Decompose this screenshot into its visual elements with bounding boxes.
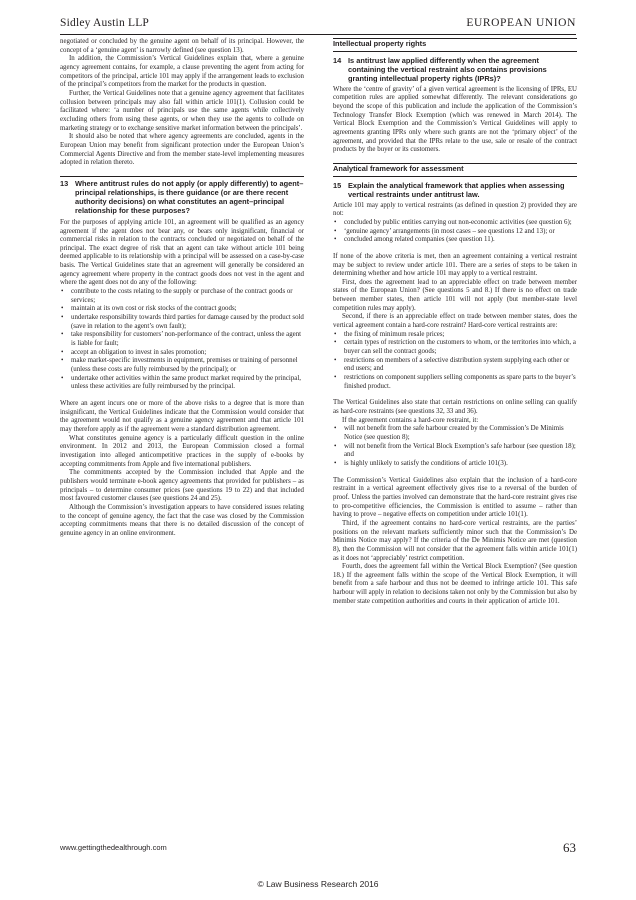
- right-column: [333, 38, 577, 606]
- list-item: • will not benefit from the Vertical Block Exemption’s safe harbour (see question 18); and: [333, 443, 577, 460]
- header-rule: [60, 34, 576, 35]
- paragraph: The commitments accepted by the Commission included that Apple and the publishers would terminate e-book agency agreements that provided for publishers – as principals – to determine consumer prices (see questions 19 to 22) and that included most favoured customer clauses (see questions 24 and 25).: [60, 469, 304, 503]
- list-item: • maintain at its own cost or risk stocks of the contract goods;: [60, 305, 304, 314]
- paragraph: Further, the Vertical Guidelines note that a genuine agency agreement that facilitates collusion between principals may also fall within article 101(1). Collusion could be facilitated where: ‘a number of principals use the same agents while collectively excluding others from using these agents, or when they use the agents to collude on marketing strategy or to exchange sensitive market information between the principals’.: [60, 89, 304, 132]
- paragraph: If none of the above criteria is met, then an agreement containing a vertical restraint may be subject to review under article 101. There are a series of steps to be taken in determining whether and how article 101 may apply to a vertical restraint.: [333, 252, 577, 278]
- list-item: • certain types of restriction on the customers to whom, or the territories into which, a buyer can sell the contract goods;: [333, 339, 577, 356]
- list-item: • is highly unlikely to satisfy the conditions of article 101(3).: [333, 460, 577, 469]
- paragraph: The Commission’s Vertical Guidelines also explain that the inclusion of a hard-core restraint in a vertical agreement effectively gives rise to a reversal of the burden of proof. Unless the parties involved can demonstrate that the hard-core restraint gives rise to pro-competitive efficiencies, the Commission is entitled to assume – rather than having to prove – negative effects on competition under article 101(1).: [333, 476, 577, 519]
- list-item: • accept an obligation to invest in sales promotion;: [60, 349, 304, 358]
- exclusion-list: [333, 219, 577, 245]
- question-title: Is antitrust law applied differently when the agreement containing the vertical restraint also contains provisions granting intellectual property rights (IPRs)?: [348, 55, 547, 83]
- list-item: • concluded by public entities carrying out non-economic activities (see question 6);: [333, 219, 577, 228]
- paragraph: negotiated or concluded by the genuine agent on behalf of its principal. However, the concept of a ‘genuine agent’ is narrowly defined (see question 13).: [60, 38, 304, 54]
- footer-url[interactable]: www.gettingthedealthrough.com: [60, 843, 167, 852]
- paragraph: In addition, the Commission’s Vertical Guidelines explain that, where a genuine agency agreement contains, for example, a clause preventing the agent from acting for competitors of the principal, article 101 may apply if the arrangement leads to exclusion of the principal’s competitors from the market for the products in question.: [60, 55, 304, 89]
- list-item: • restrictions on component suppliers selling components as spare parts to the buyer’s finished product.: [333, 374, 577, 391]
- firm-name: Sidley Austin LLP: [60, 17, 150, 29]
- paragraph: It should also be noted that where agency agreements are concluded, agents in the European Union may benefit from significant protection under the European Union’s Commercial Agents Directive and from the member state-level implementing measures adopted in relation thereto.: [60, 133, 304, 167]
- section-heading: Intellectual property rights: [333, 38, 577, 52]
- consequences-list: [333, 425, 577, 468]
- list-item: • make market-specific investments in equipment, premises or training of personnel (unless these costs are fully reimbursed by the principal); or: [60, 357, 304, 374]
- list-item: • undertake responsibility towards third parties for damage caused by the product sold (save in relation to the agent’s own fault);: [60, 314, 304, 331]
- question-number: 13: [60, 178, 69, 188]
- question-title: Explain the analytical framework that applies when assessing vertical restraints under antitrust law.: [348, 180, 565, 199]
- copyright-notice: © Law Business Research 2016: [257, 879, 379, 889]
- paragraph: First, does the agreement lead to an appreciable effect on trade between member states of the European Union? (See questions 5 and 8.) If there is no effect on trade between member states, then article 101 will not apply (but member-state level competition rules may apply).: [333, 278, 577, 312]
- paragraph: Fourth, does the agreement fall within the Vertical Block Exemption? (See question 18.) If the agreement falls within the scope of the Vertical Block Exemption, it will benefit from a safe harbour and thus not be deemed to infringe article 101. This safe harbour will apply in relation to decisions taken not only by the Commission but also by member state competition authorities and courts in their application of article 101.: [333, 563, 577, 605]
- list-item: • restrictions on members of a selective distribution system supplying each other or end users; and: [333, 357, 577, 374]
- paragraph: Where an agent incurs one or more of the above risks to a degree that is more than insignificant, the Vertical Guidelines indicate that the Commission would consider that the agreement would not qualify as a genuine agency agreement and that article 101 may therefore apply as if the agreement were a standard distribution agreement.: [60, 399, 304, 433]
- paragraph: Article 101 may apply to vertical restraints (as defined in question 2) provided they are not:: [333, 201, 577, 218]
- chapter-name: EUROPEAN UNION: [466, 17, 576, 29]
- list-item: • take responsibility for customers’ non-performance of the contract, unless the agent is liable for fault;: [60, 331, 304, 348]
- paragraph: For the purposes of applying article 101, an agreement will be qualified as an agency agreement if the agent does not bear any, or bears only insignificant, financial or commercial risks in relation to the contracts concluded or negotiated on behalf of the principal. The exact degree of risk that an agent can take without article 101 being deemed applicable to its relationship with a principal will be assessed on a case-by-case basis. The Vertical Guidelines state that an agreement will generally be considered an agency agreement where property in the contract goods does not vest in the agent and where the agent does not do any of the following:: [60, 218, 304, 287]
- list-item: • undertake other activities within the same product market required by the principal, unless these activities are fully reimbursed by the principal.: [60, 375, 304, 392]
- question-13-heading: [60, 179, 304, 215]
- paragraph: Second, if there is an appreciable effect on trade between member states, does the vertical agreement contain a hard-core restraint? Hard-core vertical restraints are:: [333, 313, 577, 330]
- paragraph: What constitutes genuine agency is a particularly difficult question in the online environment. In 2012 and 2013, the European Commission closed a formal investigation into alleged anticompetitive practices in the supply of e-books by accepting commitments from Apple and five international publishers.: [60, 434, 304, 468]
- section-heading: Analytical framework for assessment: [333, 163, 577, 177]
- left-column: [60, 38, 304, 538]
- question-rule: [60, 176, 304, 177]
- question-14-heading: [333, 56, 577, 83]
- question-number: 14: [333, 55, 342, 65]
- page-number: 63: [563, 840, 576, 855]
- question-number: 15: [333, 180, 342, 190]
- paragraph: Third, if the agreement contains no hard-core vertical restraints, are the parties’ positions on the relevant markets sufficiently minor such that the Commission’s De Minimis Notice may apply? If the criteria of the De Minimis Notice are met (question 8), then the Commission will not consider that the agreement falls within article 101(1) as it does not ‘appreciably’ restrict competition.: [333, 519, 577, 562]
- paragraph: Where the ‘centre of gravity’ of a given vertical agreement is the licensing of IPRs, EU competition rules are applied somewhat differently. The relevant considerations go beyond the scope of this publication and include the application of the Commission’s Technology Transfer Block Exemption (which was renewed in March 2014). The Vertical Block Exemption and the Commission’s Vertical Guidelines will apply to agreements granting IPRs only where such grants are not the ‘primary object’ of the agreement, and provided that the IPRs relate to the use, sale or resale of the contract products by the buyer or its customers.: [333, 85, 577, 154]
- list-item: • concluded among related companies (see question 11).: [333, 236, 577, 245]
- paragraph: Although the Commission’s investigation appears to have considered issues relating to the concept of genuine agency, the fact that the case was closed by the Commission accepting commitments means that there is no detailed discussion of the concept of genuine agency in an online environment.: [60, 503, 304, 537]
- list-item: • contribute to the costs relating to the supply or purchase of the contract goods or services;: [60, 288, 304, 305]
- paragraph: The Vertical Guidelines also state that certain restrictions on online selling can qualify as hard-core restraints (see questions 32, 33 and 36).: [333, 399, 577, 415]
- agency-criteria-list: [60, 288, 304, 392]
- list-item: • will not benefit from the safe harbour created by the Commission’s De Minimis Notice (see question 8);: [333, 425, 577, 442]
- list-item: • ‘genuine agency’ arrangements (in most cases – see questions 12 and 13); or: [333, 228, 577, 237]
- hardcore-restraints-list: [333, 331, 577, 392]
- question-15-heading: [333, 181, 577, 199]
- paragraph: If the agreement contains a hard-core restraint, it:: [342, 416, 479, 424]
- list-item: • the fixing of minimum resale prices;: [333, 331, 577, 340]
- running-header: [60, 14, 576, 34]
- question-title: Where antitrust rules do not apply (or apply differently) to agent–principal relationships, is there guidance (or are there recent authority decisions) on what constitutes an agent–principal relationship for these purposes?: [75, 178, 304, 215]
